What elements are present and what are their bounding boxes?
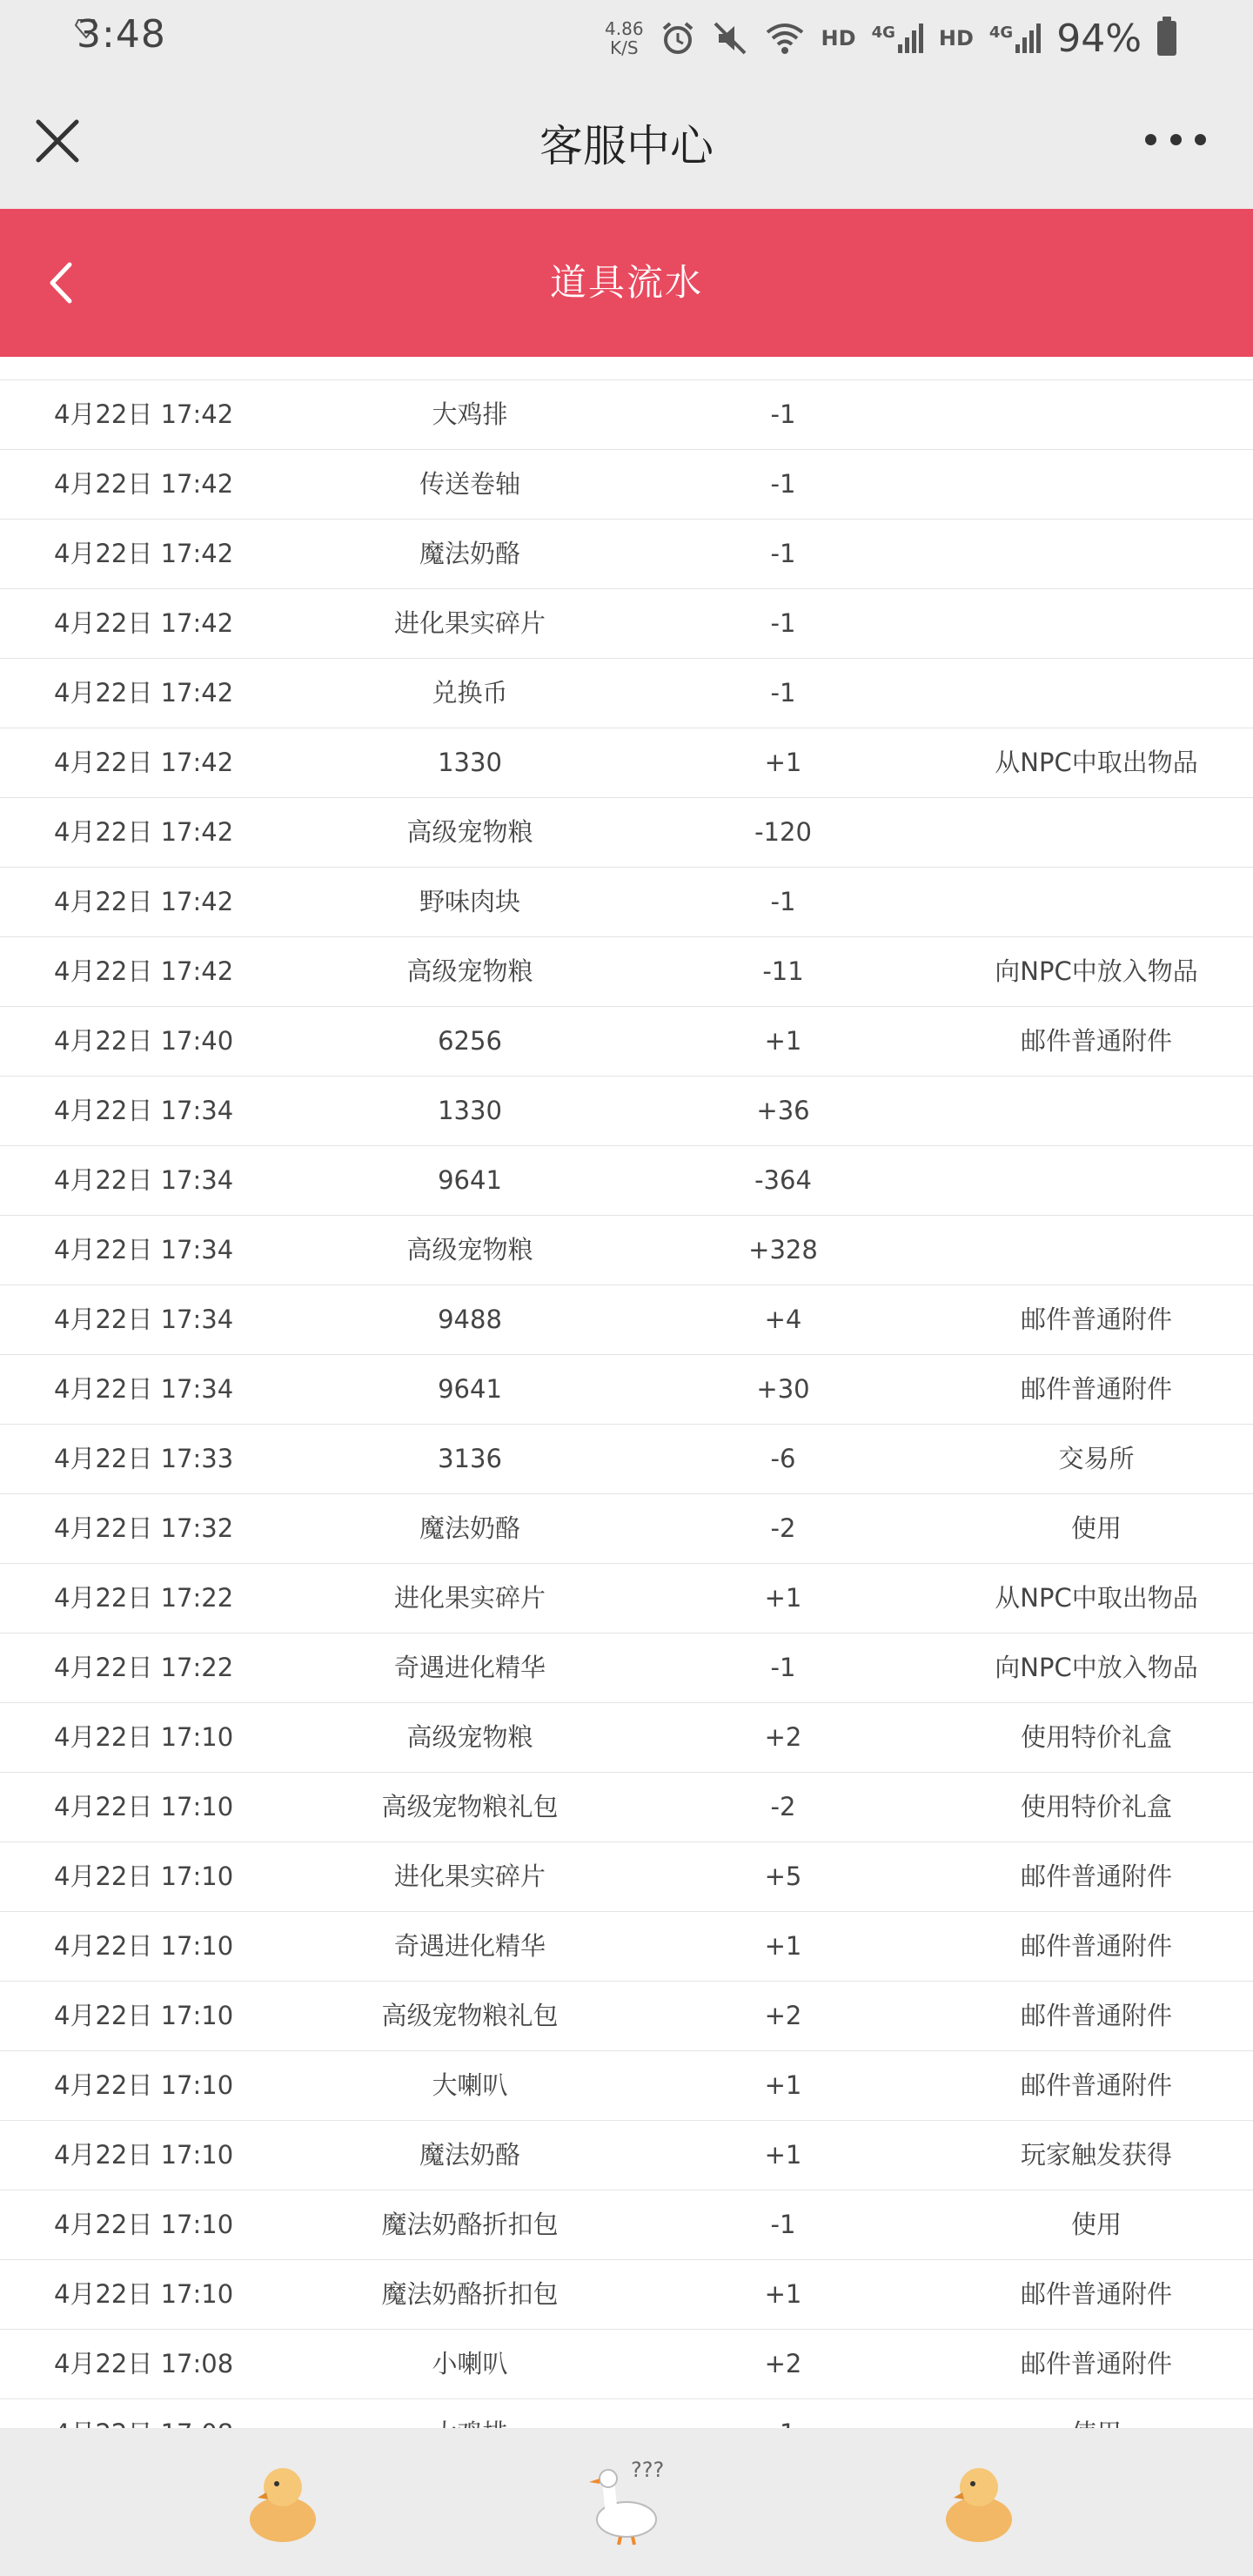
row-time: 4月22日 17:42 — [54, 887, 234, 916]
row-source: 邮件普通附件 — [1020, 1862, 1172, 1891]
row-item-name: 小喇叭 — [432, 2349, 508, 2378]
row-time: 4月22日 17:32 — [54, 1513, 234, 1543]
row-time: 4月22日 17:10 — [54, 2210, 234, 2239]
row-quantity-change: -1 — [770, 469, 796, 499]
table-top-divider — [0, 357, 1253, 380]
row-quantity-change: -1 — [770, 539, 796, 568]
row-quantity-change: +30 — [756, 1374, 810, 1404]
net-speed: 4.86 K/S — [605, 18, 644, 58]
row-time: 4月22日 17:42 — [54, 469, 234, 499]
row-source — [940, 1077, 1253, 1145]
row-quantity-change: -2 — [770, 1792, 796, 1821]
row-quantity-change: -1 — [770, 399, 796, 429]
row-quantity-change: +1 — [764, 2070, 802, 2100]
row-time: 4月22日 17:40 — [54, 1026, 234, 1056]
row-item-name: 进化果实碎片 — [393, 1583, 546, 1613]
table-row — [0, 2260, 1253, 2330]
row-item-name: 高级宠物粮礼包 — [381, 2001, 559, 2030]
row-quantity-change: -1 — [770, 887, 796, 916]
row-quantity-change: +328 — [748, 1235, 818, 1265]
table-row — [0, 589, 1253, 659]
table-row — [0, 380, 1253, 450]
row-time: 4月22日 17:22 — [54, 1653, 234, 1682]
row-time: 4月22日 17:42 — [54, 539, 234, 568]
title-bar — [0, 77, 1253, 209]
row-time: 4月22日 17:10 — [54, 1722, 234, 1752]
row-time: 4月22日 17:10 — [54, 2279, 234, 2309]
row-time: 4月22日 17:34 — [54, 1374, 234, 1404]
row-item-name: 魔法奶酪 — [419, 1513, 520, 1543]
duck-icon[interactable] — [235, 2454, 331, 2550]
row-time: 4月22日 17:10 — [54, 1931, 234, 1961]
row-source — [940, 380, 1253, 449]
table-row — [0, 450, 1253, 520]
row-quantity-change: -364 — [754, 1165, 812, 1195]
row-quantity-change: +1 — [764, 2279, 802, 2309]
row-source: 玩家触发获得 — [1020, 2140, 1172, 2170]
row-quantity-change: +1 — [764, 1931, 802, 1961]
row-time: 4月22日 17:34 — [54, 1235, 234, 1265]
table-row — [0, 1355, 1253, 1425]
page-title: 客服中心 — [539, 121, 714, 171]
row-quantity-change: +1 — [764, 748, 802, 777]
row-item-name: 大鸡排 — [432, 399, 508, 429]
table-row — [0, 798, 1253, 868]
row-item-name: 魔法奶酪折扣包 — [381, 2210, 559, 2239]
row-time: 4月22日 17:42 — [54, 678, 234, 708]
signal-icon: 4G — [872, 23, 923, 53]
row-source — [940, 450, 1253, 519]
hd-indicator: HD — [821, 26, 856, 50]
hd-indicator: HD — [938, 26, 974, 50]
status-bar — [0, 0, 1253, 77]
row-source — [940, 798, 1253, 867]
table-row — [0, 1077, 1253, 1146]
row-quantity-change: +2 — [764, 1722, 802, 1752]
goose-icon[interactable] — [579, 2454, 674, 2550]
wifi-icon — [764, 20, 806, 57]
row-source: 使用特价礼盒 — [1020, 1792, 1172, 1821]
bottom-nav — [0, 2428, 1253, 2576]
row-time: 4月22日 17:10 — [54, 1792, 234, 1821]
row-source — [940, 589, 1253, 658]
row-source — [940, 520, 1253, 588]
row-item-name: 高级宠物粮 — [406, 956, 533, 986]
row-quantity-change: +1 — [764, 1026, 802, 1056]
row-item-name: 魔法奶酪 — [419, 2140, 520, 2170]
table-row — [0, 2330, 1253, 2399]
item-log-table[interactable] — [0, 357, 1253, 2428]
row-item-name: 9488 — [438, 1305, 502, 1334]
row-source: 交易所 — [1058, 1444, 1135, 1473]
row-source: 向NPC中放入物品 — [995, 1653, 1198, 1682]
row-source: 邮件普通附件 — [1020, 1026, 1172, 1056]
table-row — [0, 1773, 1253, 1842]
section-header — [0, 209, 1253, 357]
row-time: 4月22日 17:10 — [54, 2001, 234, 2030]
row-quantity-change: +2 — [764, 2349, 802, 2378]
status-icons — [605, 12, 1176, 64]
row-item-name: 高级宠物粮 — [406, 1235, 533, 1265]
row-time: 4月22日 17:08 — [54, 2349, 234, 2378]
dot-icon — [1145, 134, 1156, 145]
row-item-name: 大喇叭 — [432, 2070, 508, 2100]
row-time: 4月22日 17:34 — [54, 1165, 234, 1195]
table-row — [0, 520, 1253, 589]
row-item-name: 9641 — [438, 1165, 502, 1195]
row-item-name: 奇遇进化精华 — [393, 1931, 546, 1961]
row-time: 4月22日 17:22 — [54, 1583, 234, 1613]
table-row — [0, 1564, 1253, 1633]
table-row — [0, 659, 1253, 728]
row-quantity-change: -1 — [770, 1653, 796, 1682]
row-source — [940, 659, 1253, 728]
row-source — [940, 868, 1253, 936]
row-quantity-change: +1 — [764, 2140, 802, 2170]
table-row — [0, 1703, 1253, 1773]
table-row — [0, 1912, 1253, 1982]
row-time: 4月22日 17:10 — [54, 2070, 234, 2100]
table-row — [0, 1216, 1253, 1285]
table-row — [0, 868, 1253, 937]
row-source: 使用 — [1070, 1513, 1122, 1543]
table-row — [0, 1982, 1253, 2051]
row-source: 邮件普通附件 — [1020, 2279, 1172, 2309]
row-item-name: 高级宠物粮礼包 — [381, 1792, 559, 1821]
row-time: 4月22日 17:10 — [54, 1862, 234, 1891]
battery-percent: 94% — [1056, 16, 1142, 61]
table-row — [0, 2190, 1253, 2260]
battery-icon — [1157, 21, 1176, 56]
row-time: 4月22日 17:10 — [54, 2140, 234, 2170]
table-row — [0, 1007, 1253, 1077]
table-row — [0, 1494, 1253, 1564]
more-menu-button[interactable] — [1145, 122, 1206, 157]
table-row — [0, 1425, 1253, 1494]
table-row — [0, 1146, 1253, 1216]
row-source: 从NPC中取出物品 — [995, 748, 1198, 777]
dot-icon — [1195, 134, 1206, 145]
signal-icon: 4G — [989, 23, 1041, 53]
row-source: 邮件普通附件 — [1020, 1374, 1172, 1404]
row-time: 4月22日 17:33 — [54, 1444, 234, 1473]
row-item-name: 高级宠物粮 — [406, 817, 533, 847]
status-time: 3:48 — [77, 12, 166, 57]
row-source: 邮件普通附件 — [1020, 2349, 1172, 2378]
row-quantity-change: -1 — [770, 678, 796, 708]
svg-text:???: ??? — [631, 2458, 665, 2482]
row-source: 邮件普通附件 — [1020, 1305, 1172, 1334]
row-time: 4月22日 17:42 — [54, 748, 234, 777]
row-item-name: 1330 — [438, 748, 502, 777]
row-time: 4月22日 17:34 — [54, 1096, 234, 1125]
table-row — [0, 2051, 1253, 2121]
row-source: 邮件普通附件 — [1020, 1931, 1172, 1961]
row-source: 邮件普通附件 — [1020, 2001, 1172, 2030]
row-item-name: 高级宠物粮 — [406, 1722, 533, 1752]
row-time: 4月22日 17:34 — [54, 1305, 234, 1334]
row-item-name: 奇遇进化精华 — [393, 1653, 546, 1682]
row-item-name: 9641 — [438, 1374, 502, 1404]
row-quantity-change: -120 — [754, 817, 812, 847]
row-quantity-change: -2 — [770, 1513, 796, 1543]
row-item-name: 魔法奶酪 — [419, 539, 520, 568]
row-source: 向NPC中放入物品 — [995, 956, 1198, 986]
alarm-icon — [660, 20, 696, 57]
row-source: 使用 — [1070, 2210, 1122, 2239]
table-row — [0, 728, 1253, 798]
row-quantity-change: -1 — [770, 2210, 796, 2239]
row-item-name: 3136 — [438, 1444, 502, 1473]
row-quantity-change: +5 — [764, 1862, 802, 1891]
row-item-name: 魔法奶酪折扣包 — [381, 2279, 559, 2309]
table-row — [0, 2121, 1253, 2190]
table-row — [0, 937, 1253, 1007]
row-quantity-change: +4 — [764, 1305, 802, 1334]
row-source: 从NPC中取出物品 — [995, 1583, 1198, 1613]
row-source: 邮件普通附件 — [1020, 2070, 1172, 2100]
row-time: 4月22日 17:42 — [54, 608, 234, 638]
row-source — [940, 1216, 1253, 1285]
row-time: 4月22日 17:42 — [54, 956, 234, 986]
row-item-name: 传送卷轴 — [419, 469, 520, 499]
row-item-name: 6256 — [438, 1026, 502, 1056]
row-quantity-change: -1 — [770, 608, 796, 638]
row-item-name: 进化果实碎片 — [393, 608, 546, 638]
row-quantity-change: -6 — [770, 1444, 796, 1473]
table-row — [0, 1633, 1253, 1703]
row-item-name: 进化果实碎片 — [393, 1862, 546, 1891]
row-item-name: 野味肉块 — [419, 887, 520, 916]
section-title: 道具流水 — [549, 261, 703, 304]
dot-icon — [1170, 134, 1182, 145]
row-source — [940, 1146, 1253, 1215]
table-body — [0, 380, 1253, 2469]
row-quantity-change: +1 — [764, 1583, 802, 1613]
row-quantity-change: +2 — [764, 2001, 802, 2030]
row-item-name: 兑换币 — [432, 678, 508, 708]
row-quantity-change: -11 — [762, 956, 804, 986]
row-source: 使用特价礼盒 — [1020, 1722, 1172, 1752]
table-row — [0, 1285, 1253, 1355]
row-quantity-change: +36 — [756, 1096, 810, 1125]
row-time: 4月22日 17:42 — [54, 399, 234, 429]
row-time: 4月22日 17:42 — [54, 817, 234, 847]
row-item-name: 1330 — [438, 1096, 502, 1125]
duck-icon[interactable] — [931, 2454, 1027, 2550]
table-row — [0, 1842, 1253, 1912]
mute-icon — [712, 20, 748, 57]
